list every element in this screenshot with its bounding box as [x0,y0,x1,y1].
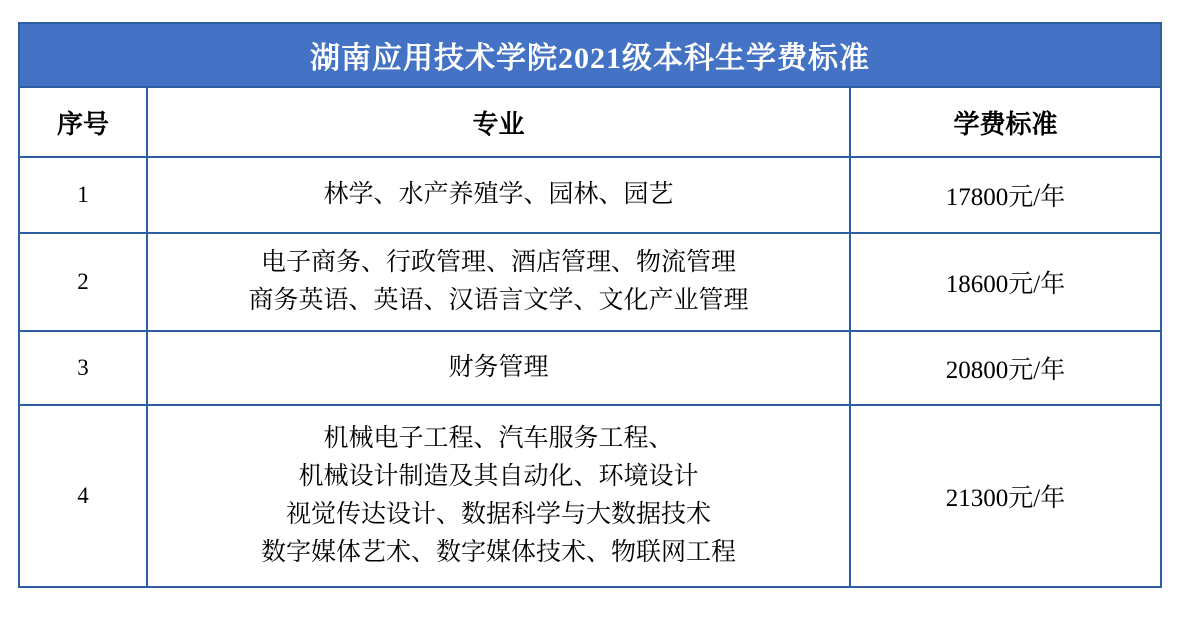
document-title: 湖南应用技术学院2021级本科生学费标准 [19,23,1161,87]
table-title-row [19,23,1161,87]
row-no: 1 [19,157,147,233]
tuition-table-container [18,22,1162,588]
major-line: 机械电子工程、汽车服务工程、 [323,425,674,452]
tuition-fee-table [18,22,1162,588]
major-line: 林学、水产养殖学、园林、园艺 [323,181,674,208]
column-header-no: 序号 [19,87,147,157]
column-header-fee: 学费标准 [850,87,1161,157]
row-no: 3 [19,331,147,405]
major-line: 财务管理 [448,354,549,381]
row-no: 4 [19,405,147,587]
major-line: 机械设计制造及其自动化、环境设计 [298,463,699,490]
row-fee: 17800元/年 [850,157,1161,233]
row-no: 2 [19,233,147,331]
table-row [19,405,1161,587]
row-fee: 21300元/年 [850,405,1161,587]
row-major [147,405,850,587]
major-line: 数字媒体艺术、数字媒体技术、物联网工程 [260,539,736,566]
row-fee: 18600元/年 [850,233,1161,331]
row-major [147,233,850,331]
table-row [19,157,1161,233]
major-line: 商务英语、英语、汉语言文学、文化产业管理 [248,287,749,314]
row-major [147,331,850,405]
table-row [19,331,1161,405]
major-line: 电子商务、行政管理、酒店管理、物流管理 [260,249,736,276]
column-header-major: 专业 [147,87,850,157]
major-line: 视觉传达设计、数据科学与大数据技术 [285,501,711,528]
row-fee: 20800元/年 [850,331,1161,405]
table-row [19,233,1161,331]
table-header-row [19,87,1161,157]
row-major [147,157,850,233]
